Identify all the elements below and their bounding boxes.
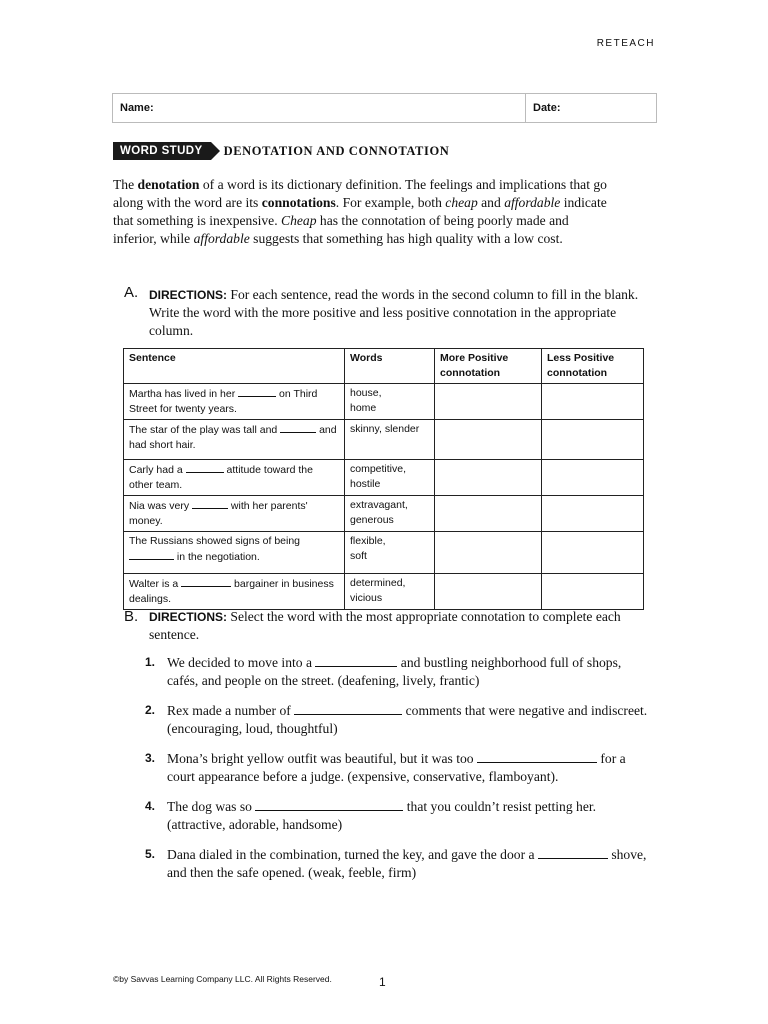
question-text: Dana dialed in the combination, turned the key, and gave the door a shove, and then the safe opened. (weak, feeble, firm) [167, 847, 647, 880]
question-number: 2. [145, 703, 156, 717]
table-row [124, 460, 644, 496]
lesson-title: DENOTATION AND CONNOTATION [223, 143, 450, 158]
question-text: The dog was so that you couldn’t resist petting her. (attractive, adorable, handsome) [167, 799, 597, 832]
date-field[interactable] [526, 94, 561, 122]
header-sentence: Sentence [124, 349, 345, 384]
less-positive-cell[interactable] [542, 460, 644, 496]
less-positive-cell[interactable] [542, 420, 644, 460]
question-list [145, 654, 655, 894]
intro-paragraph: The denotation of a word is its dictionary definition. The feelings and implications that go along with the word are its connotations. For example, both cheap and affordable indicate that something is inexpensive. Cheap has the connotation of being poorly made and inferior, while affordable suggests that something has high quality with a low cost. [113, 177, 607, 246]
less-positive-cell[interactable] [542, 496, 644, 532]
list-item [145, 654, 655, 690]
list-item [145, 750, 655, 786]
question-number: 3. [145, 751, 156, 765]
section-b-label: B. [124, 608, 139, 625]
section-a-label: A. [124, 284, 139, 301]
list-item [145, 702, 655, 738]
words-cell: flexible, soft [345, 532, 435, 574]
more-positive-cell[interactable] [435, 574, 542, 610]
sentence-cell: Nia was very with her parents' money. [124, 496, 345, 532]
answer-blank[interactable] [315, 656, 397, 667]
name-label: Name: [120, 102, 154, 114]
more-positive-cell[interactable] [435, 496, 542, 532]
sentence-cell: Carly had a attitude toward the other team. [124, 460, 345, 496]
table-header-row [124, 349, 644, 384]
question-number: 4. [145, 799, 156, 813]
table-row [124, 496, 644, 532]
words-cell: skinny, slender [345, 420, 435, 460]
words-cell: house, home [345, 384, 435, 420]
question-text: Mona’s bright yellow outfit was beautiful, but it was too for a court appearance before a judge. (expensive, conservative, flamboyant). [167, 751, 626, 784]
more-positive-cell[interactable] [435, 460, 542, 496]
list-item [145, 846, 655, 882]
less-positive-cell[interactable] [542, 532, 644, 574]
sentence-cell: Martha has lived in her on Third Street for twenty years. [124, 384, 345, 420]
table-row [124, 420, 644, 460]
header-words: Words [345, 349, 435, 384]
word-study-tag: WORD STUDY [113, 142, 211, 160]
question-text: We decided to move into a and bustling neighborhood full of shops, cafés, and people on the street. (deafening, lively, frantic) [167, 655, 622, 688]
words-cell: determined, vicious [345, 574, 435, 610]
header-more-positive: More Positive connotation [435, 349, 542, 384]
answer-blank[interactable] [538, 848, 608, 859]
reteach-header: RETEACH [596, 38, 655, 49]
more-positive-cell[interactable] [435, 384, 542, 420]
table-row [124, 384, 644, 420]
less-positive-cell[interactable] [542, 574, 644, 610]
sentence-cell: The star of the play was tall and and had short hair. [124, 420, 345, 460]
name-date-box [112, 93, 657, 123]
less-positive-cell[interactable] [542, 384, 644, 420]
title-bar [113, 142, 449, 160]
question-number: 1. [145, 655, 156, 669]
page-number: 1 [379, 975, 386, 989]
section-a-directions: DIRECTIONS: For each sentence, read the words in the second column to fill in the blank. Write the word with the more positive and less positive connotation in the appropriate column. [149, 287, 639, 338]
words-cell: extravagant, generous [345, 496, 435, 532]
header-less-positive: Less Positive connotation [542, 349, 644, 384]
copyright-footer: ©by Savvas Learning Company LLC. All Rights Reserved. [113, 974, 332, 984]
answer-blank[interactable] [294, 704, 402, 715]
list-item [145, 798, 655, 834]
table-row [124, 574, 644, 610]
question-number: 5. [145, 847, 156, 861]
answer-blank[interactable] [477, 752, 597, 763]
words-cell: competitive, hostile [345, 460, 435, 496]
date-label: Date: [533, 102, 561, 114]
more-positive-cell[interactable] [435, 532, 542, 574]
question-text: Rex made a number of comments that were negative and indiscreet. (encouraging, loud, thoughtful) [167, 703, 648, 736]
word-table [123, 348, 644, 610]
more-positive-cell[interactable] [435, 420, 542, 460]
sentence-cell: Walter is a bargainer in business dealings. [124, 574, 345, 610]
answer-blank[interactable] [255, 800, 403, 811]
sentence-cell: The Russians showed signs of being in the negotiation. [124, 532, 345, 574]
name-field[interactable] [113, 94, 526, 122]
section-b-directions: DIRECTIONS: Select the word with the most appropriate connotation to complete each sentence. [149, 609, 621, 642]
table-row [124, 532, 644, 574]
